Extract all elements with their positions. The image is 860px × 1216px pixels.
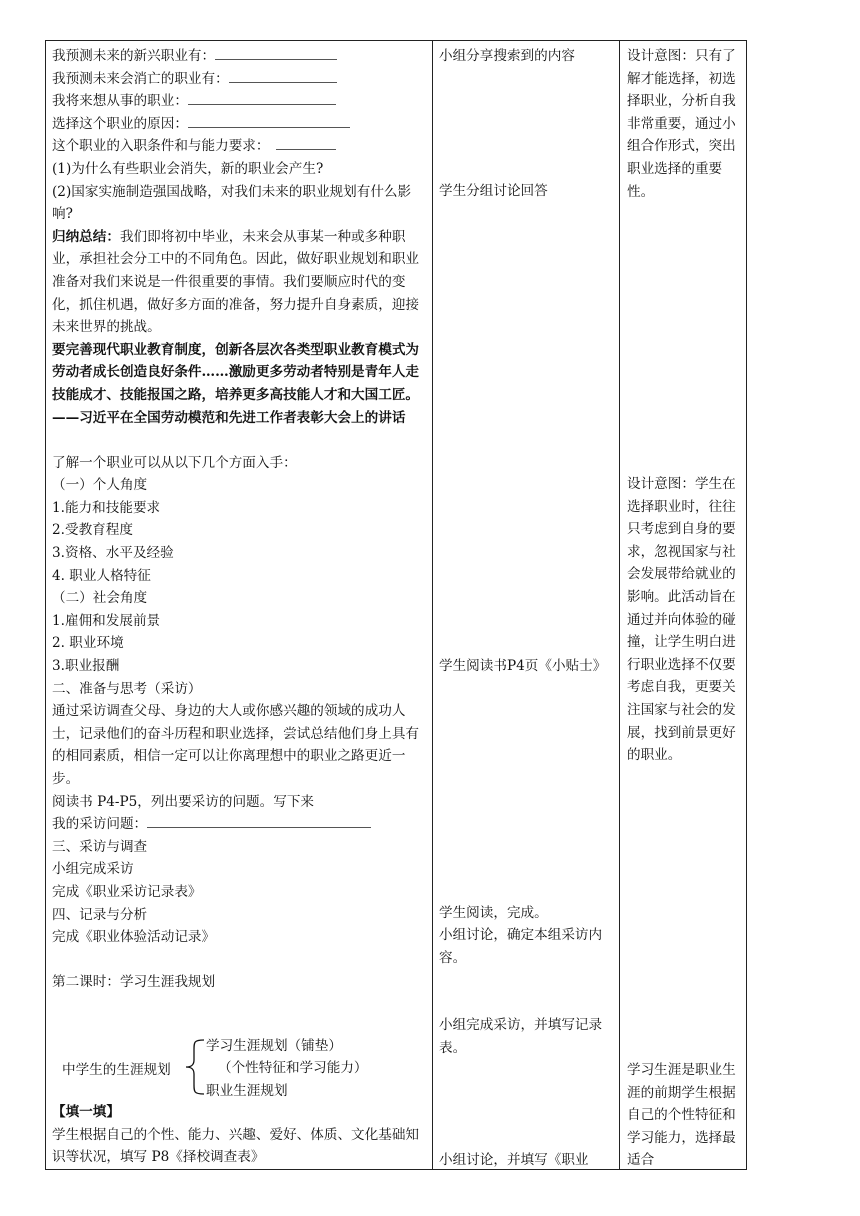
social-heading: （二）社会角度 <box>52 590 148 607</box>
student-activity-column <box>439 45 611 68</box>
design-intent-2: 设计意图：学生在选择职业时，往往只考虑到自身的要求，忽视国家与社会发展带给就业的影响。此活动旨在通过并向体验的碰撞，让学生明白进行职业选择不仅要考虑自我，更要关注国家与社会的发展，找到前景更好的职业。 <box>627 476 736 764</box>
social-item: 3.职业报酬 <box>52 658 120 675</box>
personal-item: 4. 职业人格特征 <box>52 567 151 584</box>
question-1: (1)为什么有些职业会消失，新的职业会产生? <box>52 160 324 177</box>
fill-line: 选择这个职业的原因： <box>52 113 428 136</box>
planning-diagram <box>52 1034 428 1100</box>
column-divider <box>619 40 620 1170</box>
read-instruction: 阅读书 P4-P5，列出要采访的问题。写下来 <box>52 793 315 810</box>
fill-line: 我将来想从事的职业： <box>52 90 428 113</box>
learn-intro: 了解一个职业可以从以下几个方面入手： <box>52 454 297 471</box>
answer-blank <box>188 113 350 128</box>
activity-discuss: 学生分组讨论回答 <box>439 183 548 199</box>
social-item: 2. 职业环境 <box>52 635 124 652</box>
activity-read-done: 学生阅读，完成。 <box>439 905 548 921</box>
personal-item: 1.能力和技能要求 <box>52 499 161 516</box>
personal-heading: （一）个人角度 <box>52 477 148 494</box>
summary-label: 归纳总结： <box>52 228 120 245</box>
quote-source: ——习近平在全国劳动模范和先进工作者表彰大会上的讲话 <box>52 409 406 426</box>
quote-text: 要完善现代职业教育制度，创新各层次各类型职业教育模式为劳动者成长创造良好条件……激励更多劳动者特别是青年人走技能成才、技能报国之路，培养更多高技能人才和大国工匠。 <box>52 341 420 403</box>
social-item: 1.雇佣和发展前景 <box>52 612 161 629</box>
fill-line: 我预测未来的新兴职业有： <box>52 45 428 68</box>
section-4-item: 完成《职业体验活动记录》 <box>52 929 216 946</box>
section-2-title: 二、准备与思考（采访） <box>52 680 202 697</box>
brace-icon <box>182 1036 208 1098</box>
summary-text: 我们即将初中毕业，未来会从事某一种或多种职业，承担社会分工中的不同角色。因此，做好职业规划和职业准备对我们来说是一件很重要的事情。我们要顺应时代的变化，抓住机遇，做好多方面的准备，努力提升自身素质，迎接未来世界的挑战。 <box>52 228 420 336</box>
fill-title: 【填一填】 <box>52 1104 120 1120</box>
diagram-branch-1: 学习生涯规划（铺垫） <box>206 1038 342 1054</box>
section-3-item: 完成《职业采访记录表》 <box>52 883 202 900</box>
answer-blank <box>215 45 337 60</box>
answer-blank <box>147 813 371 828</box>
fill-section <box>52 1101 428 1169</box>
activity-group-discuss: 小组讨论，确定本组采访内容。 <box>439 927 603 966</box>
diagram-branch-1-sub: （个性特征和学习能力） <box>218 1060 368 1076</box>
personal-item: 3.资格、水平及经验 <box>52 545 174 562</box>
activity-group-interview: 小组完成采访，并填写记录表。 <box>439 1017 603 1056</box>
section-3-title: 三、采访与调查 <box>52 838 148 855</box>
activity-group-fill: 小组讨论，并填写《职业 <box>439 1152 589 1168</box>
section-2-text: 通过采访调查父母、身边的大人或你感兴趣的领域的成功人士，记录他们的奋斗历程和职业选择，尝试总结他们身上具有的相同素质，相信一定可以让你离理想中的职业之路更近一步。 <box>52 703 420 787</box>
section-4-title: 四、记录与分析 <box>52 906 148 923</box>
diagram-root: 中学生的生涯规划 <box>62 1062 171 1078</box>
diagram-branch-2: 职业生涯规划 <box>206 1083 288 1099</box>
teaching-content-column <box>52 45 428 994</box>
question-2: (2)国家实施制造强国战略，对我们未来的职业规划有什么影响? <box>52 183 412 223</box>
summary-paragraph <box>52 226 428 339</box>
fill-line: 我预测未来会消亡的职业有： <box>52 68 428 91</box>
section-3-item: 小组完成采访 <box>52 861 134 878</box>
personal-item: 2.受教育程度 <box>52 522 133 539</box>
column-divider <box>432 40 433 1170</box>
answer-blank <box>188 90 336 105</box>
activity-share: 小组分享搜索到的内容 <box>439 48 575 64</box>
lesson-2-title: 第二课时：学习生涯我规划 <box>52 974 216 991</box>
design-intent-1: 设计意图：只有了解才能选择，初选择职业，分析自我非常重要，通过小组合作形式，突出职业选择的重要性。 <box>627 48 736 200</box>
my-questions-line: 我的采访问题： <box>52 813 428 836</box>
answer-blank <box>229 68 337 83</box>
answer-blank <box>276 135 336 150</box>
design-intent-3: 学习生涯是职业生涯的前期学生根据自己的个性特征和学习能力，选择最适合 <box>627 1062 736 1169</box>
activity-read-tip: 学生阅读书P4页《小贴士》 <box>439 658 607 674</box>
fill-line: 这个职业的入职条件和与能力要求： <box>52 135 428 158</box>
fill-text: 学生根据自己的个性、能力、兴趣、爱好、体质、文化基础知识等状况，填写 P8《择校调查表》 <box>52 1126 420 1166</box>
